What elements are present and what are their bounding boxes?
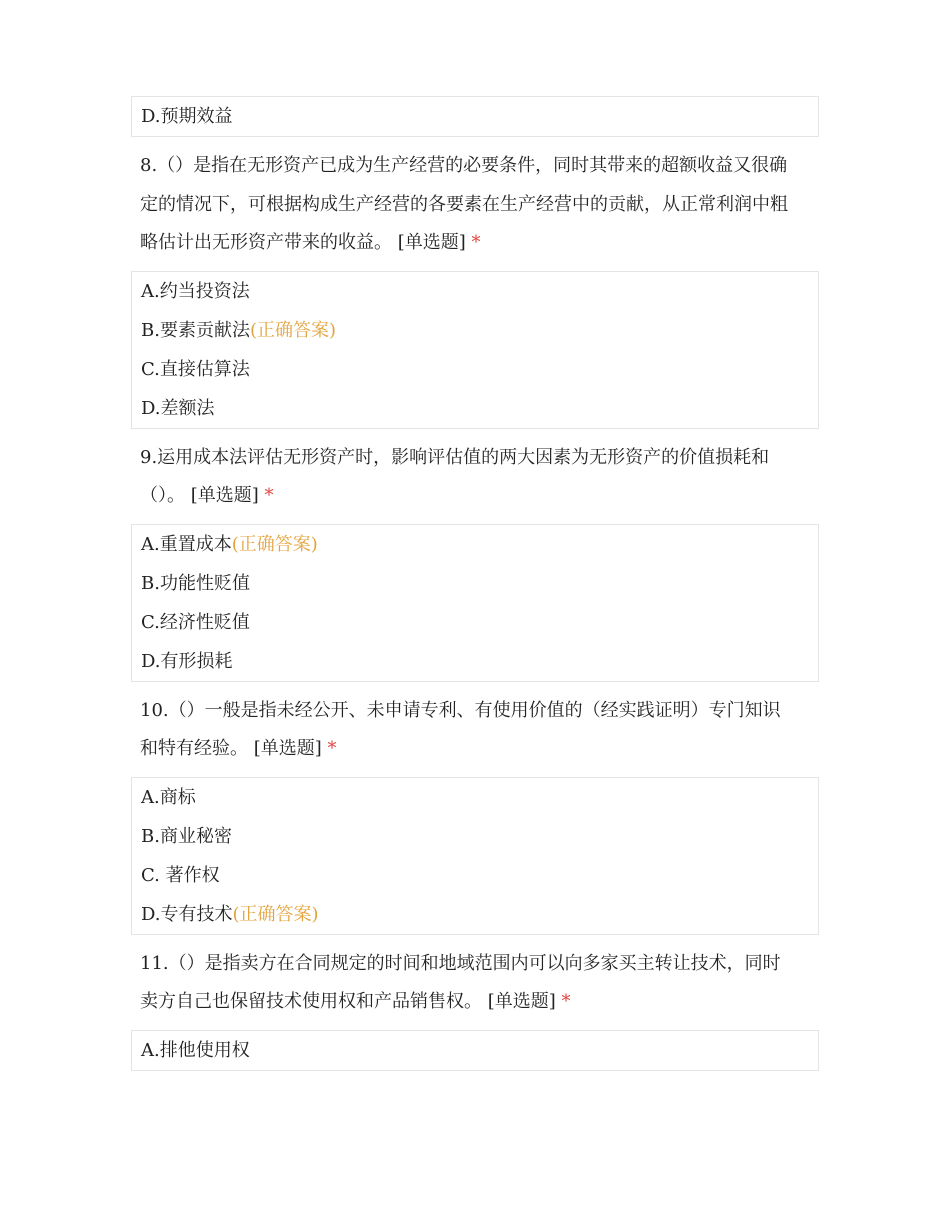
option-text: A.商标	[141, 786, 196, 808]
question-line-text: 11.（）是指卖方在合同规定的时间和地域范围内可以向多家买主转让技术，同时	[140, 952, 781, 974]
question-line	[140, 983, 810, 1022]
question-line	[140, 730, 810, 769]
question-line-text: 8.（）是指在无形资产已成为生产经营的必要条件，同时其带来的超额收益又很确	[140, 155, 788, 176]
option-item[interactable]	[141, 525, 809, 564]
option-item[interactable]	[141, 272, 809, 311]
option-text: D.专有技术	[141, 903, 233, 925]
option-item[interactable]	[141, 603, 809, 642]
correct-answer-label: (正确答案)	[231, 533, 318, 555]
option-item[interactable]	[141, 817, 809, 856]
question-line	[140, 692, 810, 731]
question-text	[131, 429, 819, 524]
question-line	[140, 186, 810, 225]
option-list	[131, 524, 819, 682]
question-line-text: 10.（）一般是指未经公开、未申请专利、有使用价值的（经实践证明）专门知识	[140, 699, 781, 721]
option-item[interactable]	[141, 311, 809, 350]
question-line-text: 略估计出无形资产带来的收益。 [单选题]	[140, 232, 472, 253]
option-text: A.排他使用权	[141, 1039, 250, 1061]
question-line-text: 定的情况下，可根据构成生产经营的各要素在生产经营中的贡献，从正常利润中粗	[140, 193, 788, 215]
option-text: A.约当投资法	[141, 280, 250, 302]
option-list	[131, 96, 819, 137]
option-text: B.商业秘密	[141, 825, 232, 847]
question-line-text: 9.运用成本法评估无形资产时，影响评估值的两大因素为无形资产的价值损耗和	[140, 446, 770, 468]
question-line	[140, 439, 810, 478]
option-item[interactable]	[141, 1031, 809, 1070]
question-text	[131, 935, 819, 1030]
option-text: D.预期效益	[141, 106, 233, 127]
required-mark: *	[264, 485, 274, 506]
option-text: A.重置成本	[141, 533, 232, 555]
question-line-text: （）。 [单选题]	[140, 485, 265, 506]
required-mark: *	[471, 232, 481, 253]
option-text: D.差额法	[141, 397, 215, 419]
option-text: C.直接估算法	[141, 358, 250, 380]
question-line	[140, 147, 810, 186]
correct-answer-label: (正确答案)	[249, 319, 336, 341]
question-line-text: 和特有经验。 [单选题]	[140, 738, 328, 759]
required-mark: *	[561, 991, 571, 1012]
survey-content	[131, 96, 819, 1071]
option-text: D.有形损耗	[141, 650, 233, 672]
question-text	[131, 682, 819, 777]
question-text	[131, 137, 819, 271]
option-item[interactable]	[141, 856, 809, 895]
option-text: C. 著作权	[141, 864, 220, 886]
question-line	[140, 477, 810, 516]
option-item[interactable]	[141, 564, 809, 603]
question-line	[140, 224, 810, 263]
option-item[interactable]	[141, 642, 809, 681]
option-item[interactable]	[141, 778, 809, 817]
option-item[interactable]	[141, 895, 809, 934]
option-item[interactable]	[141, 389, 809, 428]
option-item[interactable]	[141, 97, 809, 136]
option-list	[131, 271, 819, 429]
option-item[interactable]	[141, 350, 809, 389]
question-line-text: 卖方自己也保留技术使用权和产品销售权。 [单选题]	[140, 991, 562, 1012]
option-list	[131, 777, 819, 935]
option-text: C.经济性贬值	[141, 611, 250, 633]
question-line	[140, 945, 810, 984]
option-text: B.要素贡献法	[141, 319, 250, 341]
option-text: B.功能性贬值	[141, 572, 250, 594]
required-mark: *	[327, 738, 337, 759]
correct-answer-label: (正确答案)	[232, 903, 319, 925]
option-list	[131, 1030, 819, 1071]
